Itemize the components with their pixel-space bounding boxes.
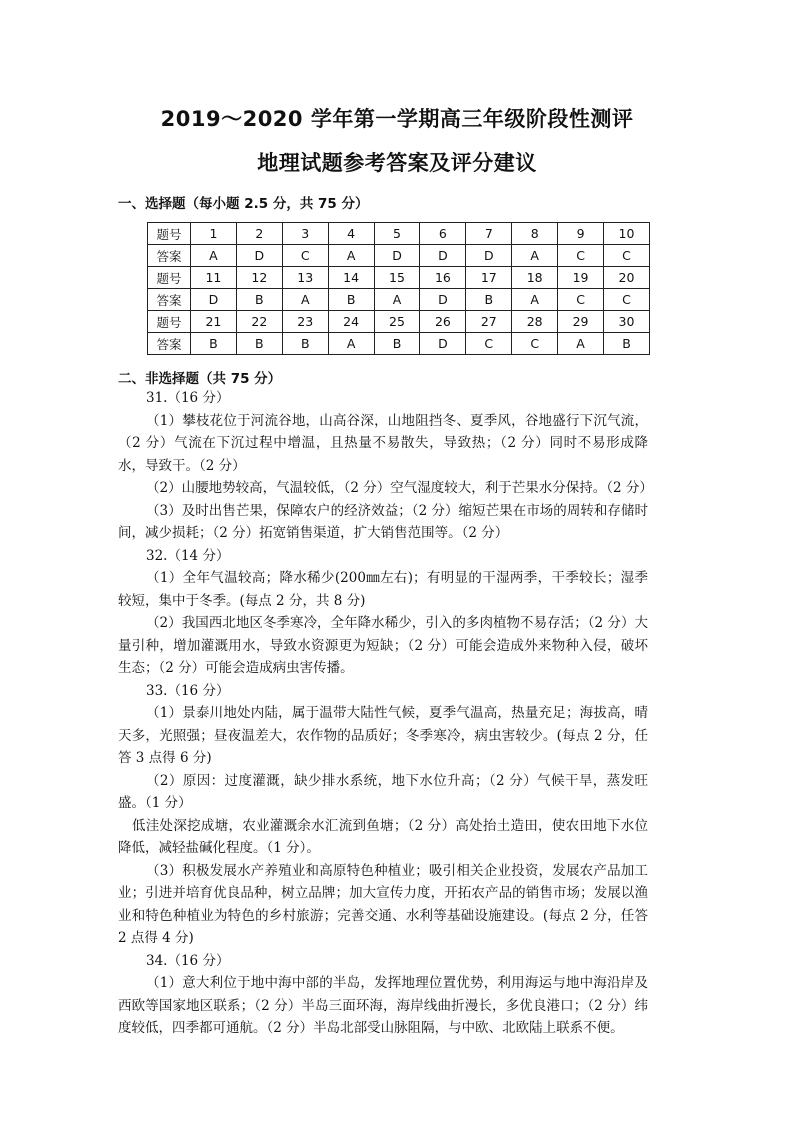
question-number-cell: 10 xyxy=(604,223,650,245)
answer-paragraph: （2）山腰地势较高，气温较低，（2 分）空气湿度较大，利于芒果水分保持。（2 分） xyxy=(146,480,653,496)
exam-subtitle: 地理试题参考答案及评分建议 xyxy=(257,151,537,175)
question-number-cell: 3 xyxy=(282,223,328,245)
row-label-answer: 答案 xyxy=(148,289,191,311)
answer-cell: D xyxy=(374,245,420,267)
question-number-cell: 26 xyxy=(420,311,466,333)
row-label-question-number: 题号 xyxy=(148,267,191,289)
answer-cell: A xyxy=(328,333,374,355)
answer-key-table xyxy=(147,222,650,355)
question-number-cell: 22 xyxy=(236,311,282,333)
answer-row xyxy=(148,245,650,267)
answer-cell: A xyxy=(282,289,328,311)
answer-cell: B xyxy=(374,333,420,355)
answer-cell: D xyxy=(420,245,466,267)
answer-cell: B xyxy=(604,333,650,355)
free-response-answers xyxy=(118,387,653,1040)
question-number-row xyxy=(148,311,650,333)
question-number-cell: 7 xyxy=(466,223,512,245)
question-number-cell: 12 xyxy=(236,267,282,289)
question-number-cell: 1 xyxy=(191,223,237,245)
question-number-cell: 17 xyxy=(466,267,512,289)
question-number-cell: 4 xyxy=(328,223,374,245)
question-number-row xyxy=(148,223,650,245)
answer-cell: A xyxy=(374,289,420,311)
question-number-cell: 5 xyxy=(374,223,420,245)
answer-cell: A xyxy=(512,245,558,267)
answer-paragraph: （2）我国西北地区冬季寒冷，全年降水稀少，引入的多肉植物不易存活；（2 分）大量引种，增加灌溉用水，导致水资源更为短缺；（2 分）可能会造成外来物种入侵，破坏生态；（2 分）可能会造成病虫害传播。 xyxy=(118,615,648,676)
section-heading-free-response: 二、非选择题（共 75 分） xyxy=(118,371,282,387)
answer-cell: B xyxy=(328,289,374,311)
answer-paragraph: （2）原因：过度灌溉，缺少排水系统，地下水位升高；（2 分）气候干旱，蒸发旺盛。（1 分） xyxy=(118,772,648,811)
answer-cell: B xyxy=(466,289,512,311)
answer-cell: C xyxy=(282,245,328,267)
question-number-cell: 18 xyxy=(512,267,558,289)
answer-cell: D xyxy=(420,333,466,355)
question-number-cell: 30 xyxy=(604,311,650,333)
answer-cell: A xyxy=(558,333,604,355)
answer-cell: D xyxy=(420,289,466,311)
answer-cell: B xyxy=(236,333,282,355)
question-number-cell: 29 xyxy=(558,311,604,333)
question-number-cell: 23 xyxy=(282,311,328,333)
question-number-cell: 27 xyxy=(466,311,512,333)
answer-cell: A xyxy=(328,245,374,267)
answer-cell: C xyxy=(558,289,604,311)
row-label-answer: 答案 xyxy=(148,333,191,355)
question-heading: 34.（16 分） xyxy=(146,952,230,969)
answer-paragraph: （1）意大利位于地中海中部的半岛，发挥地理位置优势，利用海运与地中海沿岸及西欧等国家地区联系；（2 分）半岛三面环海，海岸线曲折漫长，多优良港口；（2 分）纬度较低，四季都可通航。（2 分）半岛北部受山脉阻隔，与中欧、北欧陆上联系不便。 xyxy=(118,975,648,1036)
question-heading: 31.（16 分） xyxy=(146,390,230,406)
question-number-cell: 9 xyxy=(558,223,604,245)
answer-paragraph: （3）及时出售芒果，保障农户的经济效益；（2 分）缩短芒果在市场的周转和存储时间，减少损耗；（2 分）拓宽销售渠道，扩大销售范围等。（2 分） xyxy=(118,502,648,541)
answer-row xyxy=(148,289,650,311)
question-number-cell: 11 xyxy=(191,267,237,289)
question-number-cell: 28 xyxy=(512,311,558,333)
answer-row xyxy=(148,333,650,355)
question-number-cell: 13 xyxy=(282,267,328,289)
question-number-row xyxy=(148,267,650,289)
section-heading-multiple-choice: 一、选择题（每小题 2.5 分，共 75 分） xyxy=(118,196,369,212)
exam-title: 2019～2020 学年第一学期高三年级阶段性测评 xyxy=(160,107,634,131)
answer-paragraph: （1）景泰川地处内陆，属于温带大陆性气候，夏季气温高，热量充足；海拔高，晴天多，光照强；昼夜温差大，农作物的品质好；冬季寒冷，病虫害较少。(每点 2 分，任答 3 点得 6 分) xyxy=(118,705,648,766)
answer-cell: B xyxy=(282,333,328,355)
question-heading: 33.（16 分） xyxy=(146,682,230,699)
answer-cell: C xyxy=(466,333,512,355)
answer-cell: C xyxy=(558,245,604,267)
row-label-question-number: 题号 xyxy=(148,223,191,245)
answer-cell: A xyxy=(191,245,237,267)
question-number-cell: 15 xyxy=(374,267,420,289)
question-number-cell: 19 xyxy=(558,267,604,289)
answer-cell: B xyxy=(191,333,237,355)
question-number-cell: 2 xyxy=(236,223,282,245)
question-number-cell: 16 xyxy=(420,267,466,289)
answer-cell: C xyxy=(604,289,650,311)
answer-cell: D xyxy=(466,245,512,267)
row-label-question-number: 题号 xyxy=(148,311,191,333)
answer-cell: A xyxy=(512,289,558,311)
question-number-cell: 24 xyxy=(328,311,374,333)
question-number-cell: 20 xyxy=(604,267,650,289)
answer-paragraph: （1）攀枝花位于河流谷地，山高谷深，山地阻挡冬、夏季风，谷地盛行下沉气流，（2 分）气流在下沉过程中增温，且热量不易散失，导致热；（2 分）同时不易形成降水，导致干。（2 分） xyxy=(118,412,648,474)
answer-cell: B xyxy=(236,289,282,311)
answer-cell: C xyxy=(604,245,650,267)
answer-cell: D xyxy=(236,245,282,267)
answer-cell: D xyxy=(191,289,237,311)
row-label-answer: 答案 xyxy=(148,245,191,267)
question-number-cell: 14 xyxy=(328,267,374,289)
question-number-cell: 6 xyxy=(420,223,466,245)
answer-paragraph: （1）全年气温较高；降水稀少(200㎜左右)；有明显的干湿两季，干季较长；湿季较短，集中于冬季。(每点 2 分，共 8 分) xyxy=(118,570,648,609)
answer-paragraph: 低洼处深挖成塘，农业灌溉余水汇流到鱼塘；（2 分）高处抬土造田，使农田地下水位降低，减轻盐碱化程度。（1 分）。 xyxy=(118,817,648,856)
answer-cell: C xyxy=(512,333,558,355)
question-number-cell: 21 xyxy=(191,311,237,333)
question-number-cell: 8 xyxy=(512,223,558,245)
question-number-cell: 25 xyxy=(374,311,420,333)
answer-paragraph: （3）积极发展水产养殖业和高原特色种植业；吸引相关企业投资，发展农产品加工业；引进并培育优良品种，树立品牌；加大宣传力度，开拓农产品的销售市场；发展以渔业和特色种植业为特色的乡村旅游；完善交通、水利等基础设施建设。(每点 2 分，任答 2 点得 4 分) xyxy=(118,862,648,946)
question-heading: 32.（14 分） xyxy=(146,547,230,564)
